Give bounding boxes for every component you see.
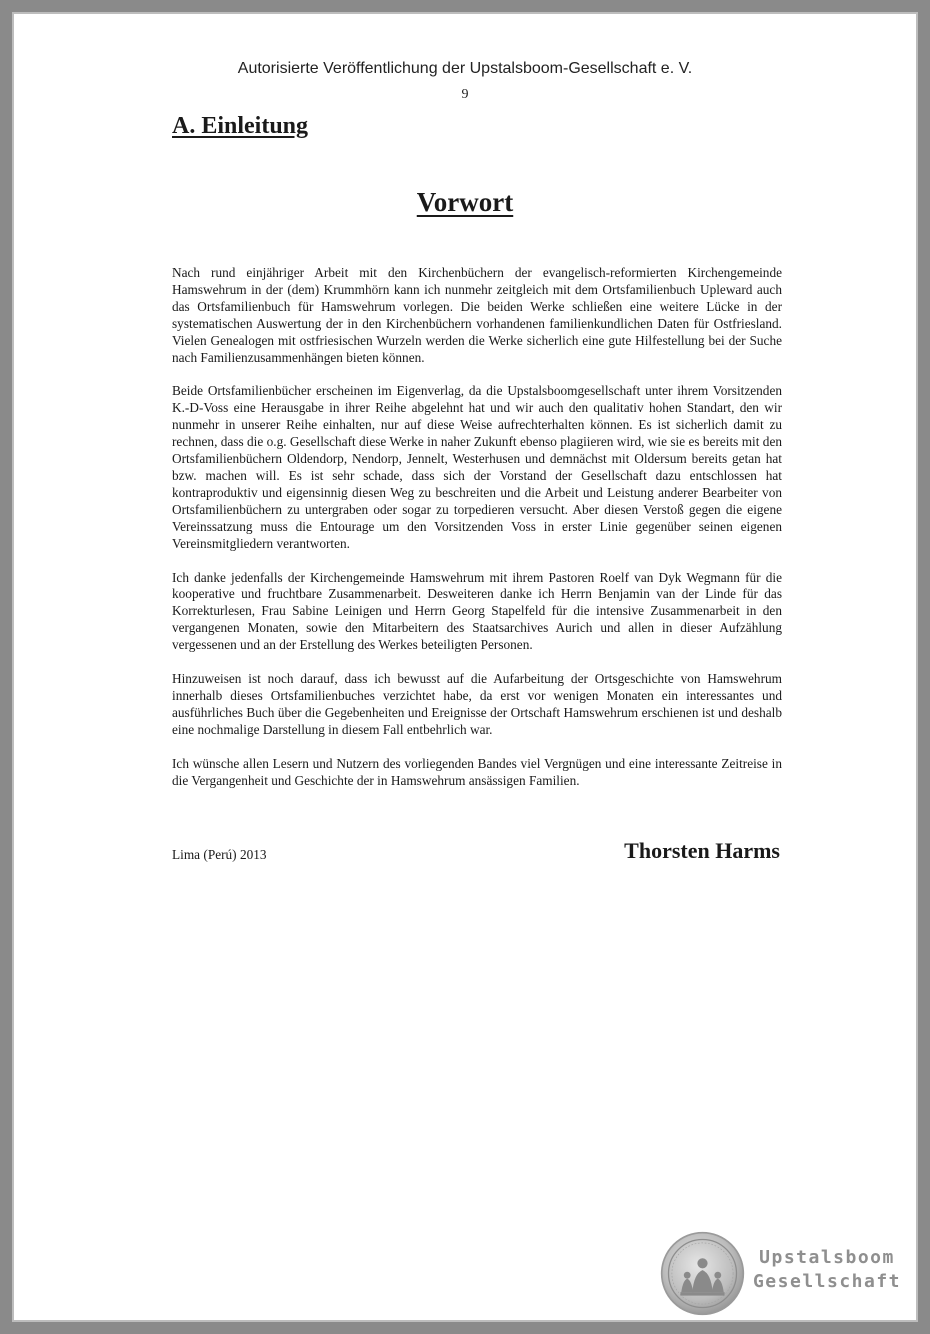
author-signature: Thorsten Harms (624, 838, 780, 863)
society-watermark (752, 1246, 902, 1294)
closing-block (172, 838, 782, 868)
paragraph-4: Hinzuweisen ist noch darauf, dass ich bewusst auf die Aufarbeitung der Ortsgeschichte von Hamswehrum innerhalb dieses Ortsfamilienbuches verzichtet habe, da erst vor wenigen Monaten ein interessantes und ausführliches Buch über die Gegebenheiten und Ereignisse der Ortschaft Hamswehrum erschienen ist und deshalb eine nochmalige Darstellung in diesem Fall entbehrlich war. (172, 671, 782, 737)
place-date: Lima (Perú) 2013 (172, 847, 267, 862)
paragraph-1: Nach rund einjähriger Arbeit mit den Kirchenbüchern der evangelisch-reformierten Kirchengemeinde Hamswehrum in der (dem) Krummhörn kann ich nunmehr zeitgleich mit dem Ortsfamilienbuch Upleward auch das Ortsfamilienbuch für Hamswehrum vorlegen. Die beiden Werke schließen eine weitere Lücke in der systematischen Auswertung der in den Kirchenbüchern vorhandenen familienkundlichen Daten für Ostfriesland. Vielen Genealogen mit ostfriesischen Wurzeln werden die Werke sicherlich eine gute Hilfestellung bei der Suche nach Familienzusammenhängen bieten können. (172, 265, 782, 365)
body-text (172, 265, 782, 806)
section-title: A. Einleitung (172, 113, 309, 139)
watermark-line-2: Gesellschaft (752, 1271, 902, 1292)
watermark-line-1: Upstalsboom (759, 1247, 895, 1268)
publisher-header: Autorisierte Veröffentlichung der Upstalsboom-Gesellschaft e. V. (237, 60, 693, 77)
paragraph-2: Beide Ortsfamilienbücher erscheinen im Eigenverlag, da die Upstalsboomgesellschaft unter ihrem Vorsitzenden K.-D-Voss eine Herausgabe in ihrer Reihe abgelehnt hat und wir auch den qualitativ hohen Standart, den wir nunmehr in unserer Reihe einhalten, nur auf diese Weise aufrechterhalten können. Es ist sicherlich damit zu rechnen, dass die o.g. Gesellschaft diese Werke in naher Zukunft ebenso plagiieren wird, wie sie es bereits mit den Ortsfamilienbüchern Oldendorp, Nendorp, Jennelt, Westerhusen und demnächst mit Oldersum bereits getan hat bzw. machen will. Es ist sehr schade, dass sich der Vorstand der Gesellschaft dazu entschlossen hat kontraproduktiv und eigensinnig diesen Weg zu beschreiten und die Arbeit und Leistung anderer Bearbeiter von Ortsfamilienbüchern zu untergraben oder sogar zu torpedieren versucht. Aber diesen Verstoß gegen die eigene Vereinssatzung muss die Entourage um den Vorsitzenden Voss in erster Linie gegenüber seinen eigenen Vereinsmitgliedern verantworten. (172, 383, 782, 551)
page-title: Vorwort (416, 187, 514, 217)
paragraph-3: Ich danke jedenfalls der Kirchengemeinde Hamswehrum mit ihrem Pastoren Roelf van Dyk Wegmann für die kooperative und fruchtbare Zusammenarbeit. Desweiteren danke ich Herrn Benjamin van der Linde für das Korrekturlesen, Frau Sabine Leinigen und Herrn Georg Stapelfeld für die intensive Zusammenarbeit in den vergangenen Monaten, sowie den Mitarbeitern des Staatsarchives Aurich und allen in dieser Aufzählung vergessenen und an der Erstellung des Werkes beteiligten Personen. (172, 569, 782, 653)
paragraph-5: Ich wünsche allen Lesern und Nutzern des vorliegenden Bandes viel Vergnügen und eine interessante Zeitreise in die Vergangenheit und Geschichte der in Hamswehrum ansässigen Familien. (172, 755, 782, 788)
society-seal-icon (660, 1231, 745, 1316)
page-number: 9 (461, 87, 469, 102)
